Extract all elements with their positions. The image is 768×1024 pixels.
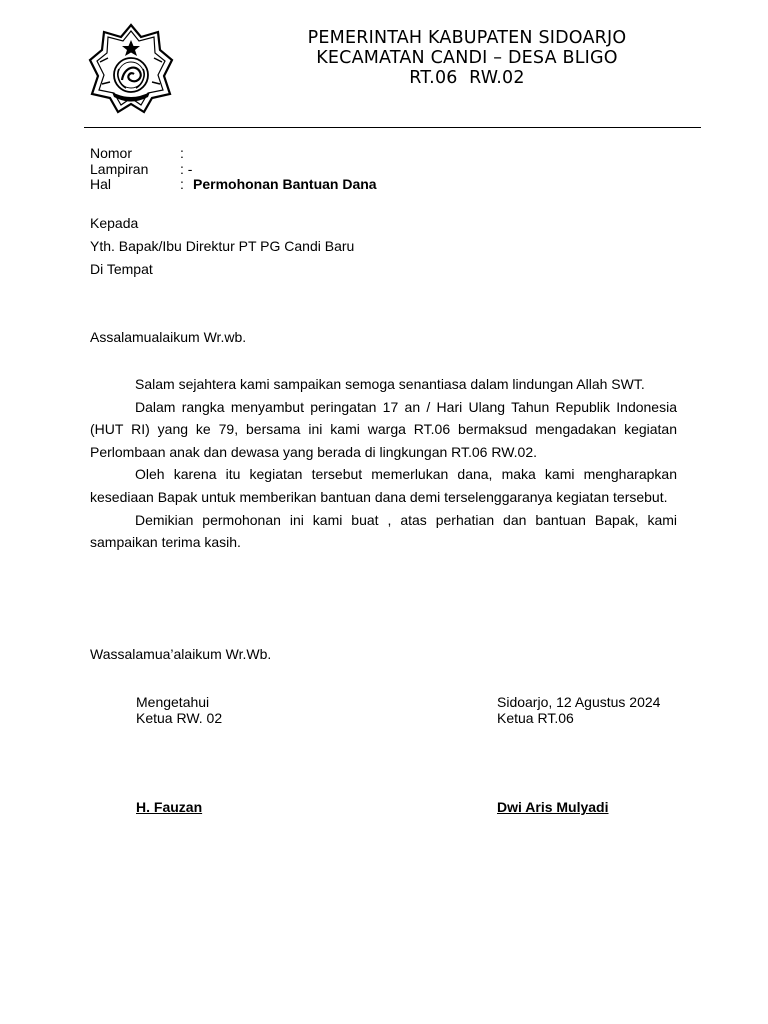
signature-left-role-line2: Ketua RW. 02 (136, 709, 223, 726)
hal-separator: : (180, 176, 184, 192)
letterhead (232, 28, 702, 88)
body-paragraph: Demikian permohonan ini kami buat , atas perhatian dan bantuan Bapak, kami sampaikan terima kasih. (90, 511, 677, 551)
recipient-kepada: Kepada (90, 215, 139, 231)
body-paragraph: Salam sejahtera kami sampaikan semoga senantiasa dalam lindungan Allah SWT. (135, 376, 645, 392)
signature-left-name: H. Fauzan (136, 799, 203, 815)
signature-right-place-date: Sidoarjo, 12 Agustus 2024 (497, 694, 661, 710)
letterhead-divider (84, 127, 701, 128)
hal-subject: Permohonan Bantuan Dana (193, 176, 377, 192)
body-paragraph: Oleh karena itu kegiatan tersebut memerlukan dana, maka kami mengharapkan kesediaan Bapak untuk memberikan bantuan dana demi terselenggaranya kegiatan tersebut. (90, 466, 677, 505)
signature-block-left (136, 695, 222, 726)
sidoarjo-regency-emblem-logo (88, 22, 174, 114)
nomor-label: Nomor (90, 145, 133, 161)
lampiran-label: Lampiran (90, 160, 149, 177)
lampiran-value: : - (180, 160, 193, 177)
letter-body (90, 373, 677, 554)
body-paragraph: Dalam rangka menyambut peringatan 17 an / Hari Ulang Tahun Republik Indonesia (HUT RI) yang ke 79, bersama ini kami warga RT.06 bermaksud mengadakan kegiatan Perlombaan anak dan dewasa yang berada di lingkungan RT.06 RW.02. (90, 398, 677, 460)
signature-left-name-block (136, 800, 202, 816)
recipient-address: Yth. Bapak/Ibu Direktur PT PG Candi Baru (90, 238, 355, 254)
hal-label: Hal (90, 176, 112, 192)
signature-right-name: Dwi Aris Mulyadi (497, 799, 609, 815)
letterhead-line-government: PEMERINTAH KABUPATEN SIDOARJO (307, 28, 627, 48)
signature-right-role: Ketua RT.06 (497, 709, 574, 726)
nomor-separator: : (180, 145, 184, 161)
recipient-location: Di Tempat (90, 261, 153, 277)
letterhead-line-rt-rw: RT.06 RW.02 (409, 68, 525, 88)
letterhead-line-district: KECAMATAN CANDI – DESA BLIGO (316, 48, 618, 68)
signature-block-right (497, 695, 660, 726)
greeting: Assalamualaikum Wr.wb. (90, 329, 247, 345)
signature-right-name-block (497, 800, 609, 816)
closing-salutation: Wassalamua’alaikum Wr.Wb. (90, 646, 272, 662)
signature-left-role-line1: Mengetahui (136, 694, 210, 710)
